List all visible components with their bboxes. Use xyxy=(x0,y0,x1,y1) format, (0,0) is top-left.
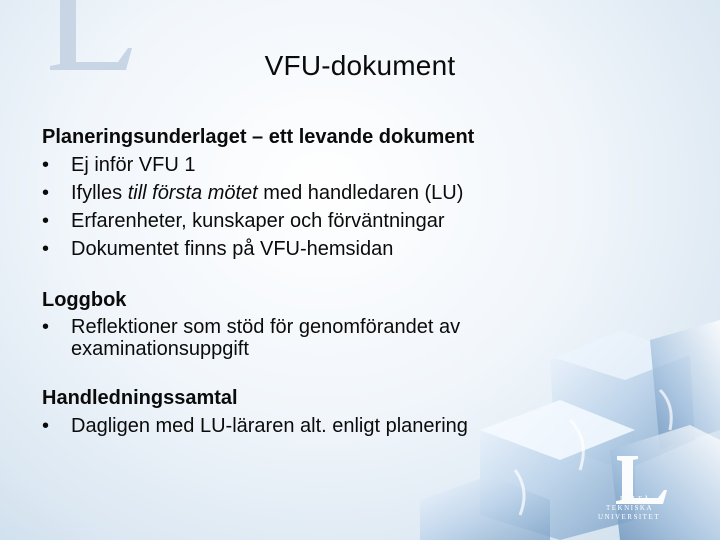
bullet-icon: • xyxy=(42,154,50,176)
bullet-icon: • xyxy=(42,210,50,232)
bullet-icon: • xyxy=(42,238,50,260)
section-planeringsunderlaget xyxy=(42,124,652,263)
section-loggbok xyxy=(42,287,652,360)
bullet-list xyxy=(42,412,652,440)
bullet-list xyxy=(42,316,652,360)
logo-line: UNIVERSITET xyxy=(598,513,660,521)
list-item-emphasis: till första mötet xyxy=(127,182,258,204)
list-item xyxy=(42,207,652,235)
list-item-text: med handledaren (LU) xyxy=(257,182,464,204)
list-item-text: Erfarenheter, kunskaper och förväntningar xyxy=(71,210,445,232)
bullet-icon: • xyxy=(42,316,50,338)
list-item xyxy=(42,316,571,360)
list-item-text: Dokumentet finns på VFU-hemsidan xyxy=(71,238,394,260)
section-heading: Handledningssamtal xyxy=(42,387,238,409)
bullet-icon: • xyxy=(42,182,50,204)
section-heading: Loggbok xyxy=(42,289,127,311)
list-item-text: Ifylles xyxy=(71,182,128,204)
section-handledningssamtal xyxy=(42,385,652,440)
list-item xyxy=(42,235,652,263)
university-logo xyxy=(598,452,688,522)
list-item-text: Ej inför VFU 1 xyxy=(71,154,196,176)
university-logo-text xyxy=(598,495,688,522)
section-heading: Planeringsunderlaget – ett levande dokument xyxy=(42,126,475,148)
logo-line: LULEÅ xyxy=(620,495,651,503)
list-item xyxy=(42,412,652,440)
list-item-text: Dagligen med LU-läraren alt. enligt planering xyxy=(71,415,468,437)
slide-title: VFU-dokument xyxy=(264,50,456,81)
bullet-list xyxy=(42,151,652,263)
slide-content xyxy=(42,124,652,440)
list-item-text: Reflektioner som stöd för genomförandet av examinationsuppgift xyxy=(71,316,461,360)
bullet-icon: • xyxy=(42,415,50,437)
list-item xyxy=(42,179,652,207)
list-item xyxy=(42,151,652,179)
logo-line: TEKNISKA xyxy=(606,504,653,512)
